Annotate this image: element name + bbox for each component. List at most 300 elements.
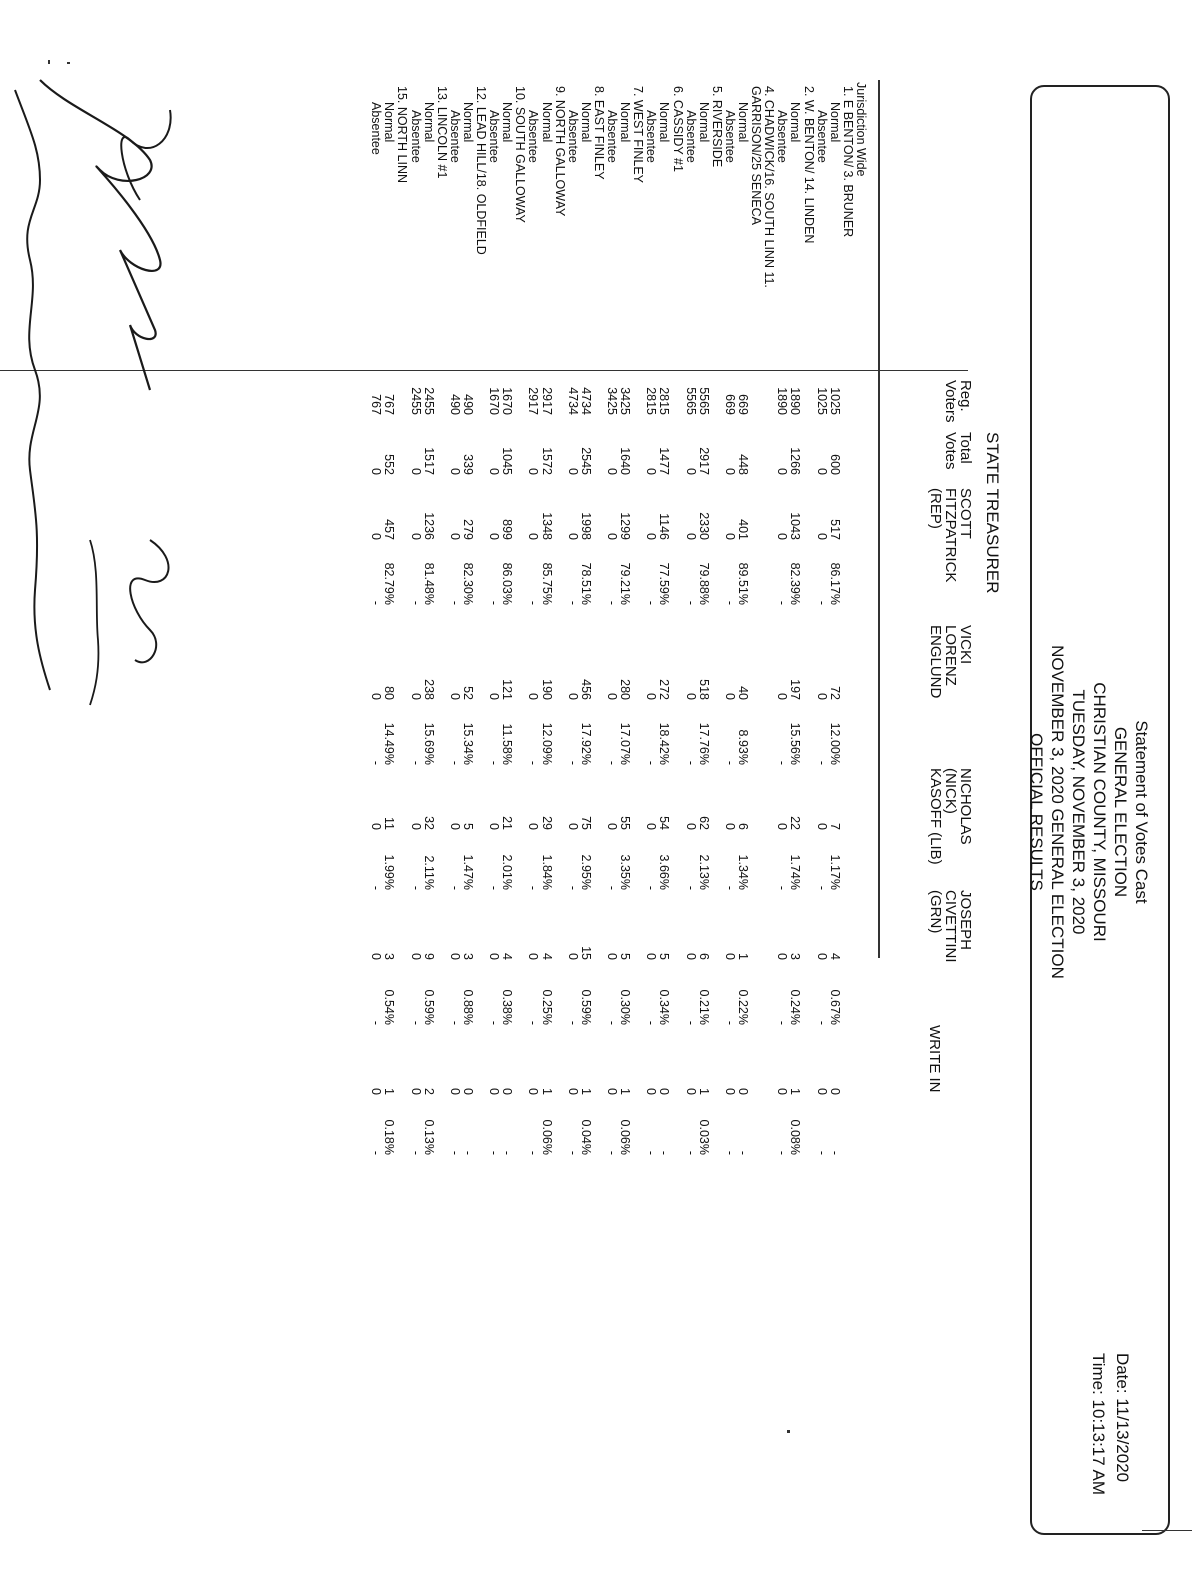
cell-s3v: 0 [775,823,790,830]
cell-s4p: 0.59% [421,989,436,1025]
cell-s5p: - [827,1150,842,1155]
cell-s5p: 0.13% [421,1119,436,1155]
cell-reg: 2917 [526,387,541,415]
cell-s2v: 197 [788,679,803,700]
jurisdiction-name: Normal [500,102,515,143]
table-row [474,0,488,1579]
cell-s5p: 0.04% [578,1119,593,1155]
cell-s1p: 82.79% [382,562,397,605]
cell-s1p: - [526,600,541,605]
cell-s3p: 1.47% [461,854,475,890]
cell-s5p: - [644,1150,659,1155]
cell-s5p: - [657,1150,672,1155]
cell-s5v: 1 [618,1088,633,1095]
cell-s3p: - [565,885,580,890]
cell-s3p: - [723,885,737,890]
cell-s4v: 4 [827,953,842,960]
cell-s4p: - [526,1020,541,1025]
table-row [631,0,645,1579]
cell-s4v: 1 [736,953,751,960]
cell-s2p: - [369,760,384,765]
cell-s2p: - [408,760,423,765]
cell-s2p: - [723,760,737,765]
cell-s5p: - [447,1150,462,1155]
cell-s5v: 0 [447,1088,462,1095]
cell-s3v: 0 [408,823,423,830]
cell-s1v: 1043 [788,512,803,540]
jurisdiction-name: Absentee [369,102,384,155]
cell-s3v: 62 [696,816,711,830]
cell-s2p: 14.49% [382,722,397,765]
cell-s4v: 0 [447,953,462,960]
cell-s2v: 121 [500,679,515,700]
report-date: Date: 11/13/2020 [1113,1352,1132,1483]
cell-s5v: 0 [526,1088,541,1095]
cell-s2p: - [814,760,829,765]
cell-s2v: 0 [605,693,620,700]
cell-tot: 2545 [578,447,593,475]
cell-reg: 1025 [827,387,842,415]
header-line: CHRISTIAN COUNTY, MISSOURI [1090,682,1109,942]
jurisdiction-name: Absentee [644,110,659,163]
table-row [658,0,672,1579]
column-headers [880,0,990,1579]
cell-s1v: 401 [736,519,751,540]
scan-speck [67,62,70,64]
table-row [723,0,737,1579]
cell-s1v: 0 [814,533,829,540]
cell-s3p: 1.34% [736,854,751,890]
cell-s3p: 3.35% [618,854,633,890]
cell-s4p: - [369,1020,384,1025]
cell-s3v: 0 [683,823,698,830]
cell-tot: 1266 [788,447,803,475]
cell-s3p: 2.13% [696,854,711,890]
jurisdiction-name: 1. E BENTON/ 3. BRUNER [840,86,855,238]
cell-s3p: - [683,885,698,890]
jurisdiction-name: Absentee [723,110,737,163]
cell-tot: 0 [814,468,829,475]
cell-s5v: 1 [539,1088,554,1095]
cell-s2p: 15.34% [461,722,475,765]
col-header-candidate-1: SCOTT FITZPATRICK (REP) [927,488,974,583]
cell-s3p: 1.17% [827,854,842,890]
cell-reg: 490 [461,394,475,415]
cell-s4p: - [775,1020,790,1025]
jurisdiction-name: Absentee [605,110,620,163]
cell-s3p: 1.84% [539,854,554,890]
jurisdiction-name: Jurisdiction Wide [854,82,868,177]
col-header-total-votes: Total Votes [942,432,974,470]
cell-s3p: - [814,885,829,890]
table-row [579,0,593,1579]
cell-tot: 1045 [500,447,515,475]
cell-s3v: 54 [657,816,672,830]
cell-s1p: - [447,600,462,605]
cell-s5v: 0 [487,1088,502,1095]
table-row [435,0,449,1579]
cell-reg: 767 [382,394,397,415]
cell-s4v: 0 [526,953,541,960]
table-row [500,0,514,1579]
cell-reg: 3425 [605,387,620,415]
cell-s5p: 0.06% [618,1119,633,1155]
cell-s1p: - [369,600,384,605]
cell-s3v: 5 [461,823,475,830]
cell-s5p: 0.03% [696,1119,711,1155]
cell-reg: 2917 [539,387,554,415]
cell-tot: 600 [827,454,842,475]
cell-s5v: 0 [644,1088,659,1095]
cell-reg: 3425 [618,387,633,415]
cell-tot: 1477 [657,447,672,475]
cell-s1p: 86.03% [500,562,515,605]
col-header-candidate-2: VICKI LORENZ ENGLUND [927,625,974,699]
header-line: OFFICIAL RESULTS [1027,733,1046,891]
cell-s3v: 75 [578,816,593,830]
race-title: STATE TREASURER [983,432,1002,594]
cell-s2p: - [565,760,580,765]
cell-s2p: 15.56% [788,722,803,765]
cell-s2p: 15.69% [421,722,436,765]
cell-s2v: 0 [487,693,502,700]
jurisdiction-name: Absentee [775,110,790,163]
cell-s2v: 0 [408,693,423,700]
cell-s4v: 3 [382,953,397,960]
cell-s5p: - [775,1150,790,1155]
report-header-box [1027,85,1170,1535]
cell-s1v: 0 [487,533,502,540]
cell-s5p: - [565,1150,580,1155]
table-row [762,0,776,1579]
jurisdiction-name: Normal [382,102,397,143]
cell-s1p: 78.51% [578,562,593,605]
cell-s1p: - [408,600,423,605]
table-row [775,0,789,1579]
cell-s5v: 0 [683,1088,698,1095]
cell-s2v: 0 [565,693,580,700]
cell-s1p: 89.51% [736,562,751,605]
cell-tot: 448 [736,454,751,475]
cell-s4v: 0 [775,953,790,960]
scan-edge-mark [1142,1530,1192,1531]
cell-s5v: 1 [382,1088,397,1095]
cell-s2p: 17.92% [578,722,593,765]
header-line: NOVEMBER 3, 2020 GENERAL ELECTION [1048,645,1067,979]
cell-s1v: 2330 [696,512,711,540]
cell-reg: 1670 [487,387,502,415]
cell-s1p: - [644,600,659,605]
cell-s2p: 12.00% [827,722,842,765]
cell-s4p: 0.22% [736,989,751,1025]
cell-s4p: - [644,1020,659,1025]
cell-s5v: 0 [736,1088,751,1095]
cell-s2v: 80 [382,686,397,700]
cell-s1v: 0 [605,533,620,540]
cell-s3p: 2.01% [500,854,515,890]
cell-reg: 1025 [814,387,829,415]
cell-s4v: 6 [696,953,711,960]
jurisdiction-name: Normal [696,102,711,143]
cell-s3p: - [526,885,541,890]
cell-s4p: 0.54% [382,989,397,1025]
report-header-lines [1026,87,1152,1537]
cell-s5p: - [487,1150,502,1155]
cell-s4v: 0 [605,953,620,960]
cell-s1v: 1998 [578,512,593,540]
cell-s4p: - [447,1020,462,1025]
table-row [527,0,541,1579]
cell-s5p: - [369,1150,384,1155]
cell-s2p: - [605,760,620,765]
table-row [422,0,436,1579]
cell-s3v: 0 [447,823,462,830]
cell-s5v: 0 [827,1088,842,1095]
cell-s4p: - [605,1020,620,1025]
cell-s2v: 272 [657,679,672,700]
cell-s3v: 0 [487,823,502,830]
cell-s1v: 0 [369,533,384,540]
cell-s5p: - [605,1150,620,1155]
cell-s5p: - [814,1150,829,1155]
jurisdiction-name: Absentee [565,110,580,163]
cell-s1v: 457 [382,519,397,540]
cell-s4v: 4 [500,953,515,960]
table-row [382,0,396,1579]
jurisdiction-name: Absentee [683,110,698,163]
table-row [697,0,711,1579]
cell-reg: 4734 [578,387,593,415]
cell-s2p: - [775,760,790,765]
table-row [396,0,410,1579]
cell-s1p: 86.17% [827,562,842,605]
cell-tot: 0 [447,468,462,475]
header-line: TUESDAY, NOVEMBER 3, 2020 [1069,689,1088,935]
cell-s2v: 40 [736,686,751,700]
jurisdiction-name: 12. LEAD HILL/18. OLDFIELD [474,86,489,255]
cell-s3p: - [408,885,423,890]
cell-s5p: - [736,1150,751,1155]
cell-s1v: 0 [644,533,659,540]
cell-s4v: 0 [565,953,580,960]
cell-s4p: - [683,1020,698,1025]
cell-s2p: 17.07% [618,722,633,765]
cell-s5p: - [526,1150,541,1155]
cell-s5v: 0 [500,1088,515,1095]
cell-s2v: 0 [814,693,829,700]
jurisdiction-name: 15. NORTH LINN [395,86,410,184]
cell-s4v: 4 [539,953,554,960]
jurisdiction-name: 7. WEST FINLEY [631,86,646,184]
cell-s4v: 0 [683,953,698,960]
cell-s3p: - [644,885,659,890]
cell-s3p: - [369,885,384,890]
cell-s2p: 11.58% [500,723,515,765]
cell-s4v: 3 [788,953,803,960]
jurisdiction-name: Normal [657,102,672,143]
table-row [592,0,606,1579]
cell-s5v: 0 [775,1088,790,1095]
cell-s3v: 0 [565,823,580,830]
cell-s3v: 0 [526,823,541,830]
cell-s4p: - [814,1020,829,1025]
cell-s4v: 0 [369,953,384,960]
cell-s3p: - [447,885,462,890]
cell-tot: 339 [461,454,475,475]
cell-s5v: 0 [605,1088,620,1095]
jurisdiction-name: Normal [461,102,475,143]
cell-s3p: 2.95% [578,854,593,890]
cell-reg: 669 [736,394,751,415]
cell-reg: 2815 [657,387,672,415]
cell-s2p: 12.09% [539,722,554,765]
jurisdiction-name: Normal [736,102,751,143]
table-row [736,0,750,1579]
col-header-reg-voters: Reg. Voters [942,380,974,423]
cell-s2p: - [487,760,502,765]
cell-reg: 669 [723,394,737,415]
cell-s4p: - [723,1020,737,1025]
cell-s5p: - [500,1150,515,1155]
cell-s2v: 0 [644,693,659,700]
jurisdiction-name: 8. EAST FINLEY [592,86,606,180]
cell-tot: 0 [605,468,620,475]
cell-s1v: 0 [683,533,698,540]
cell-s2v: 518 [696,679,711,700]
cell-s5p: - [683,1150,698,1155]
cell-reg: 2455 [408,387,423,415]
cell-s1v: 0 [775,533,790,540]
cell-reg: 490 [447,394,462,415]
jurisdiction-name: Absentee [526,110,541,163]
table-row [710,0,724,1579]
cell-s4p: 0.25% [539,989,554,1025]
cell-s4v: 5 [657,953,672,960]
cell-s4p: 0.30% [618,989,633,1025]
cell-tot: 2917 [696,447,711,475]
cell-s1p: - [605,600,620,605]
cell-s5v: 1 [696,1088,711,1095]
table-row [684,0,698,1579]
cell-s2p: 18.42% [657,722,672,765]
cell-s4v: 9 [421,953,436,960]
jurisdiction-name: Absentee [408,110,423,163]
cell-tot: 0 [369,468,384,475]
table-row [671,0,685,1579]
cell-s4v: 0 [644,953,659,960]
cell-s1v: 1146 [657,513,672,540]
cell-s1p: - [487,600,502,605]
cell-s2p: - [644,760,659,765]
cell-s1p: 81.48% [421,562,436,605]
cell-s3v: 11 [382,817,397,830]
cell-reg: 5565 [696,387,711,415]
cell-s1v: 1299 [618,512,633,540]
jurisdiction-name: 2. W. BENTON/ 14. LINDEN [801,86,816,244]
cell-s3v: 7 [827,823,842,830]
jurisdiction-name: 6. CASSIDY #1 [670,86,685,172]
cell-s1v: 899 [500,519,515,540]
cell-reg: 1890 [775,387,790,415]
cell-s5p: 0.08% [788,1119,803,1155]
cell-s4v: 0 [814,953,829,960]
cell-s5v: 0 [408,1088,423,1095]
table-row [409,0,423,1579]
jurisdiction-name: Normal [539,102,554,143]
cell-tot: 0 [526,468,541,475]
cell-s5p: - [723,1150,737,1155]
cell-s3v: 21 [500,816,515,830]
table-row [369,0,383,1579]
jurisdiction-name: 4. CHADWICK/16. SOUTH LINN 11. [762,86,777,288]
cell-s4p: 0.88% [461,989,475,1025]
cell-s3v: 0 [723,823,737,830]
cell-s2v: 0 [526,693,541,700]
table-row [749,0,763,1579]
cell-tot: 0 [565,468,580,475]
table-row [802,0,816,1579]
jurisdiction-name: 13. LINCOLN #1 [434,86,449,179]
cell-reg: 767 [369,394,384,415]
signature-graphic [0,70,190,710]
cell-s5v: 0 [461,1088,475,1095]
report-time: Time: 10:13:17 AM [1089,1352,1108,1495]
cell-s1p: 77.59% [657,562,672,605]
col-header-write-in: WRITE IN [926,1025,943,1093]
cell-s1v: 0 [565,533,580,540]
jurisdiction-name: Normal [578,102,593,143]
cell-s1v: 1236 [421,512,436,540]
header-line: GENERAL ELECTION [1111,726,1130,898]
table-row [461,0,475,1579]
table-row [815,0,829,1579]
table-row [448,0,462,1579]
cell-s2p: - [683,760,698,765]
jurisdiction-name: Absentee [814,110,829,163]
table-row [828,0,842,1579]
cell-s5p: - [461,1150,475,1155]
cell-tot: 1572 [539,447,554,475]
table-row [566,0,580,1579]
jurisdiction-name: Absentee [447,110,462,163]
cell-s4p: - [565,1020,580,1025]
jurisdiction-name: Normal [421,102,436,143]
jurisdiction-name: Normal [788,102,803,143]
scan-speck [787,1430,790,1433]
cell-s3v: 6 [736,823,751,830]
cell-s3p: 1.74% [788,854,803,890]
cell-tot: 0 [487,468,502,475]
cell-s5v: 0 [723,1088,737,1095]
cell-tot: 1640 [618,447,633,475]
cell-reg: 2455 [421,387,436,415]
cell-s4v: 0 [408,953,423,960]
table-row [644,0,658,1579]
cell-s4p: 0.24% [788,989,803,1025]
cell-s1v: 0 [526,533,541,540]
cell-s2v: 280 [618,679,633,700]
cell-s5p: - [408,1150,423,1155]
cell-tot: 1517 [421,447,436,475]
cell-tot: 0 [683,468,698,475]
cell-s1p: 82.39% [788,562,803,605]
cell-s3p: 1.99% [382,854,397,890]
table-row [854,0,868,1579]
cell-s2v: 190 [539,679,554,700]
cell-s3v: 55 [618,816,633,830]
table-row [487,0,501,1579]
cell-tot: 0 [408,468,423,475]
